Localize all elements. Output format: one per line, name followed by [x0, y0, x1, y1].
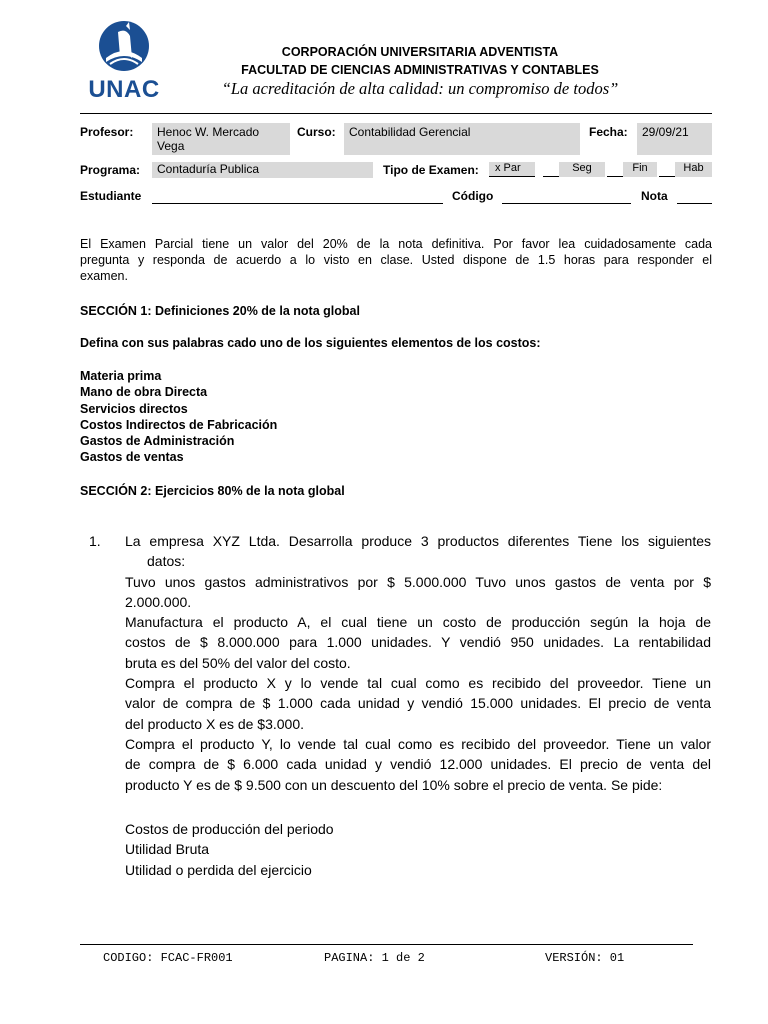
- curso-value: Contabilidad Gerencial: [349, 125, 471, 139]
- footer-version: VERSIÓN: 01: [545, 951, 625, 965]
- exercise-line: La empresa XYZ Ltda. Desarrolla produce 3 productos diferentes Tiene los siguientes: [125, 533, 711, 549]
- tipo-hab-option[interactable]: [675, 162, 712, 177]
- footer-page: PAGINA: 1 de 2: [324, 951, 425, 965]
- exercise-number: 1.: [89, 533, 101, 549]
- exercise-line: 2.000.000.: [125, 593, 192, 610]
- header-divider: [80, 113, 712, 114]
- section1-instruction: Defina con sus palabras cado uno de los siguientes elementos de los costos:: [80, 336, 541, 350]
- tipo-par-option[interactable]: [489, 162, 535, 177]
- intro-line: pregunta y responda de acuerdo a lo visto en clase. Usted dispone de 1.5 horas para responder el: [80, 253, 712, 267]
- fecha-label: Fecha:: [589, 125, 628, 139]
- nota-input[interactable]: [677, 203, 712, 204]
- exercise-line: datos:: [147, 553, 186, 570]
- list-item: Servicios directos: [80, 401, 188, 416]
- profesor-value-line1: Henoc W. Mercado: [157, 125, 260, 139]
- curso-label: Curso:: [297, 125, 336, 139]
- list-item: Costos Indirectos de Fabricación: [80, 417, 278, 432]
- faculty-name: FACULTAD DE CIENCIAS ADMINISTRATIVAS Y CONTABLES: [241, 63, 599, 77]
- tipo-fin-blank: [607, 176, 623, 177]
- programa-value: Contaduría Publica: [157, 162, 260, 176]
- exercise-line: Tuvo unos gastos administrativos por $ 5.000.000 Tuvo unos gastos de venta por $: [125, 573, 711, 590]
- intro-line: El Examen Parcial tiene un valor del 20% de la nota definitiva. Por favor lea cuidadosamente cada: [80, 237, 712, 251]
- profesor-field: [152, 123, 290, 155]
- profesor-value-line2: Vega: [157, 139, 185, 153]
- footer-code: CODIGO: FCAC-FR001: [103, 951, 233, 965]
- exercise-asks: [125, 819, 334, 880]
- list-item: Mano de obra Directa: [80, 385, 208, 400]
- exercise-line: bruta es del 50% del valor del costo.: [125, 654, 351, 671]
- exercise-text: [125, 531, 711, 795]
- codigo-label: Código: [452, 189, 494, 203]
- tipo-hab-label: Hab: [683, 162, 704, 174]
- list-item: Gastos de Administración: [80, 434, 235, 449]
- exercise-line: del producto X es de $3.000.: [125, 715, 305, 732]
- exercise-line: costos de $ 8.000.000 para 1.000 unidades. Y vendió 950 unidades. La rentabilidad: [125, 634, 711, 651]
- nota-label: Nota: [641, 189, 668, 203]
- curso-field: [344, 123, 580, 155]
- ask-item: Costos de producción del periodo: [125, 821, 334, 837]
- tipo-seg-label: Seg: [572, 162, 592, 174]
- tipo-fin-label: Fin: [632, 162, 648, 174]
- tipo-fin-option[interactable]: [623, 162, 657, 177]
- intro-line: examen.: [80, 269, 128, 283]
- tipo-seg-option[interactable]: [559, 162, 605, 177]
- exercise-line: Compra el producto X y lo vende tal cual como es recibido del proveedor. Tiene un: [125, 675, 711, 692]
- estudiante-label: Estudiante: [80, 189, 142, 203]
- exercise-line: de compra de $ 6.000 cada unidad y vendió 12.000 unidades. El precio de venta del: [125, 756, 711, 773]
- programa-label: Programa:: [80, 163, 141, 177]
- section1-title: SECCIÓN 1: Definiciones 20% de la nota global: [80, 304, 360, 318]
- tipo-seg-blank: [543, 176, 559, 177]
- tipo-hab-blank: [659, 176, 675, 177]
- section2-title: SECCIÓN 2: Ejercicios 80% de la nota global: [80, 484, 345, 498]
- tipo-examen-label: Tipo de Examen:: [383, 163, 479, 177]
- footer-divider: [80, 944, 693, 945]
- exercise-line: valor de compra de $ 1.000 cada unidad y vendió 15.000 unidades. El precio de venta: [125, 695, 711, 712]
- exercise-line: producto Y es de $ 9.500 con un descuento del 10% sobre el precio de venta. Se pide:: [125, 776, 663, 793]
- exercise-line: Compra el producto Y, lo vende tal cual como es recibido del proveedor. Tiene un valor: [125, 735, 711, 752]
- ask-item: Utilidad Bruta: [125, 841, 210, 858]
- logo-text: UNAC: [88, 76, 160, 103]
- ask-item: Utilidad o perdida del ejercicio: [125, 861, 312, 878]
- list-item: Materia prima: [80, 369, 162, 383]
- codigo-input[interactable]: [502, 203, 631, 204]
- fecha-value: 29/09/21: [642, 125, 689, 139]
- exercise-line: Manufactura el producto A, el cual tiene un costo de producción según la hoja de: [125, 614, 711, 631]
- intro-paragraph: [80, 236, 712, 284]
- fecha-field: [637, 123, 712, 155]
- motto: “La acreditación de alta calidad: un compromiso de todos”: [221, 79, 619, 98]
- university-name: CORPORACIÓN UNIVERSITARIA ADVENTISTA: [281, 45, 559, 59]
- list-item: Gastos de ventas: [80, 450, 184, 465]
- section1-list: [80, 368, 277, 466]
- programa-field: [152, 162, 373, 178]
- profesor-label: Profesor:: [80, 125, 134, 139]
- estudiante-input[interactable]: [152, 203, 443, 204]
- tipo-par-label: x Par: [495, 162, 521, 174]
